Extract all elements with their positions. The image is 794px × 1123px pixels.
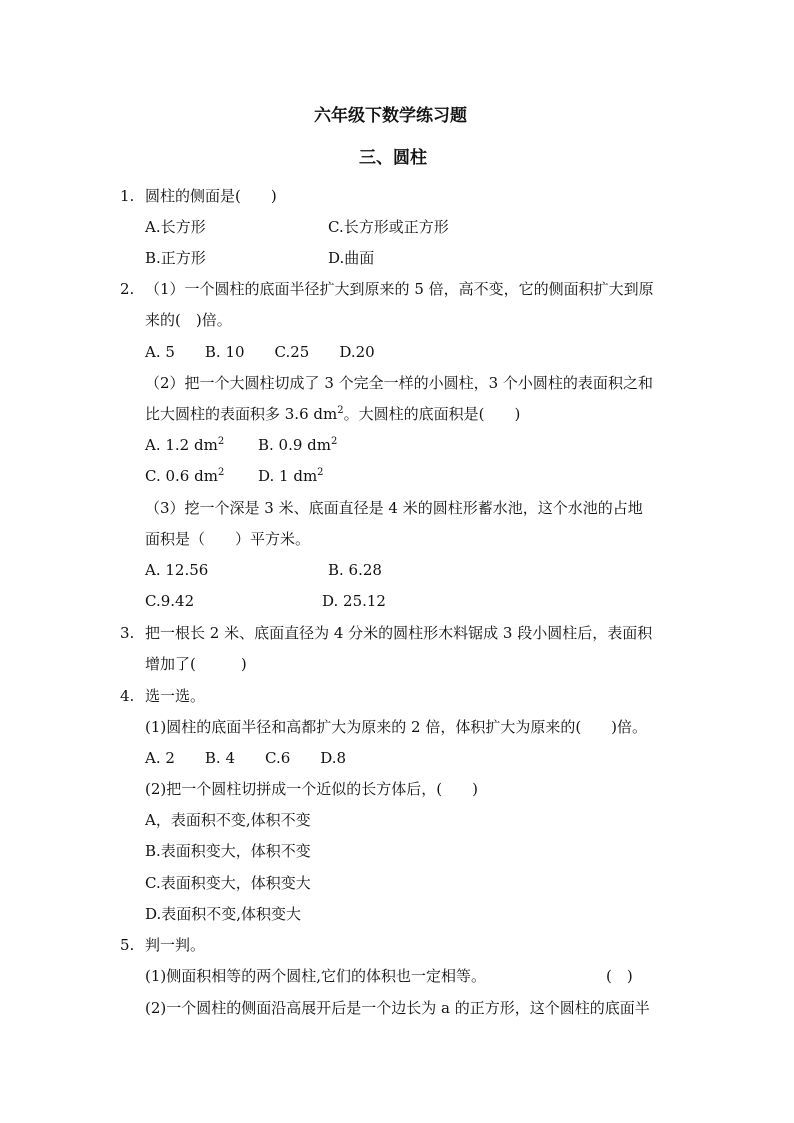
question-text: （1）一个圆柱的底面半径扩大到原来的 5 倍，高不变，它的侧面积扩大到原 [145,280,654,298]
option-b: B.表面积变大，体积不变 [145,842,311,860]
option-d: D.表面积不变,体积变大 [145,905,302,923]
section-title: 三、圆柱 [359,148,427,168]
question-text: 来的( )倍。 [145,311,232,329]
option-c [145,466,224,486]
option-text: C. 0.6 dm [145,467,218,485]
question-text: 面积是（ ）平方米。 [145,530,311,548]
option-a: A. 12.56 [145,561,209,579]
option-c: C.表面积变大，体积变大 [145,874,311,892]
question-text: (2)一个圆柱的侧面沿高展开后是一个边长为 a 的正方形，这个圆柱的底面半 [145,999,650,1017]
question-text: (1)圆柱的底面半径和高都扩大为原来的 2 倍，体积扩大为原来的( )倍。 [145,718,648,736]
question-number: 5. [120,936,135,954]
question-stem: 圆柱的侧面是( ) [145,187,277,205]
option-a [145,435,224,455]
option-text: D. 1 dm [258,467,318,485]
question-number: 2. [120,280,135,298]
question-number: 1. [120,187,135,205]
question-text: 把一根长 2 米、底面直径为 4 分米的圆柱形木料锯成 3 段小圆柱后，表面积 [145,624,653,642]
question-number: 4. [120,687,135,705]
option-text: B. 0.9 dm [258,436,332,454]
question-text: (1)侧面积相等的两个圆柱,它们的体积也一定相等。 [145,967,487,985]
superscript: 2 [331,436,338,447]
question-stem: 判一判。 [145,936,206,954]
option-c: C.长方形或正方形 [328,218,449,236]
question-text: (2)把一个圆柱切拼成一个近似的长方体后，( ) [145,780,478,798]
options-row: A. 5 B. 10 C.25 D.20 [145,343,375,361]
question-text [145,404,520,424]
option-c: C.9.42 [145,592,195,610]
question-stem: 选一选。 [145,687,206,705]
text-segment: 比大圆柱的表面积多 3.6 dm [145,405,338,423]
text-segment: 。大圆柱的底面积是( ) [343,405,521,423]
option-d: D.曲面 [328,249,375,267]
question-number: 3. [120,624,135,642]
question-text: （3）挖一个深是 3 米、底面直径是 4 米的圆柱形蓄水池，这个水池的占地 [145,499,643,517]
option-d: D. 25.12 [322,592,386,610]
option-a: A.长方形 [145,218,206,236]
option-b: B. 6.28 [328,561,382,579]
option-text: A. 1.2 dm [145,436,218,454]
superscript: 2 [337,405,344,416]
superscript: 2 [217,436,225,447]
answer-bracket: ( ) [606,967,633,985]
superscript: 2 [317,467,324,478]
question-text: 增加了( ) [145,655,247,673]
option-a: A，表面积不变,体积不变 [145,811,311,829]
page-title: 六年级下数学练习题 [314,106,467,126]
options-row: A. 2 B. 4 C.6 D.8 [145,749,347,767]
option-d [258,466,324,486]
question-text: （2）把一个大圆柱切成了 3 个完全一样的小圆柱，3 个小圆柱的表面积之和 [145,374,653,392]
option-b [258,435,337,455]
option-b: B.正方形 [145,249,206,267]
superscript: 2 [217,467,225,478]
